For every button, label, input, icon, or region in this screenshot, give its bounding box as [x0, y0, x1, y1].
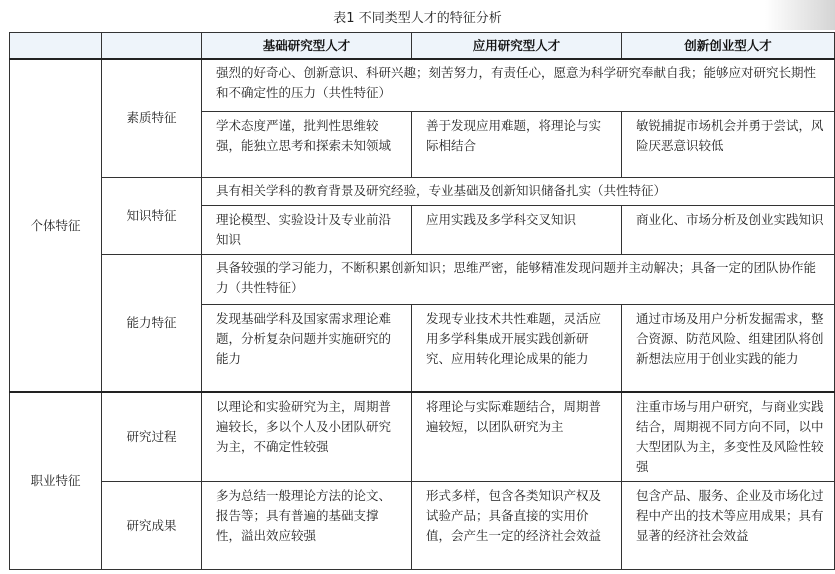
- quality-applied: 善于发现应用难题，将理论与实际相结合: [412, 111, 622, 177]
- sub-ability: 能力特征: [102, 254, 202, 392]
- results-innov: 包含产品、服务、企业及市场化过程中产出的技术等应用成果；具有显著的经济社会效益: [622, 482, 835, 570]
- category-individual: 个体特征: [10, 59, 102, 392]
- category-career: 职业特征: [10, 392, 102, 570]
- header-basic-research: 基础研究型人才: [202, 33, 412, 60]
- table-row: [10, 254, 835, 304]
- table-caption: 表1 不同类型人才的特征分析: [333, 11, 502, 26]
- table-row: [10, 59, 835, 111]
- ability-innov: 通过市场及用户分析发掘需求，整合资源、防范风险、组建团队将创新想法应用于创业实践的能力: [622, 304, 835, 392]
- knowledge-basic: 理论模型、实验设计及专业前沿知识: [202, 205, 412, 254]
- sub-quality: 素质特征: [102, 59, 202, 177]
- talent-feature-table: [9, 32, 835, 570]
- header-innovation: 创新创业型人才: [622, 33, 835, 60]
- knowledge-applied: 应用实践及多学科交叉知识: [412, 205, 622, 254]
- table-row: [10, 482, 835, 570]
- corner-shade: [765, 0, 835, 30]
- quality-basic: 学术态度严谨，批判性思维较强，能独立思考和探索未知领域: [202, 111, 412, 177]
- knowledge-common: 具有相关学科的教育背景及研究经验，专业基础及创新知识储备扎实（共性特征）: [202, 177, 835, 205]
- table-row: [10, 177, 835, 205]
- process-applied: 将理论与实际难题结合，周期普遍较短，以团队研究为主: [412, 392, 622, 482]
- quality-innov: 敏锐捕捉市场机会并勇于尝试，风险厌恶意识较低: [622, 111, 835, 177]
- table-row: [10, 392, 835, 482]
- ability-applied: 发现专业技术共性难题，灵活应用多学科集成开展实践创新研究、应用转化理论成果的能力: [412, 304, 622, 392]
- quality-common: 强烈的好奇心、创新意识、科研兴趣；刻苦努力，有责任心，愿意为科学研究奉献自我；能够应对研究长期性和不确定性的压力（共性特征）: [202, 59, 835, 111]
- header-blank-2: [102, 33, 202, 60]
- results-applied: 形式多样，包含各类知识产权及试验产品；具备直接的实用价值，会产生一定的经济社会效益: [412, 482, 622, 570]
- results-basic: 多为总结一般理论方法的论文、报告等；具有普遍的基础支撑性，溢出效应较强: [202, 482, 412, 570]
- header-row: [10, 33, 835, 60]
- header-blank-1: [10, 33, 102, 60]
- header-applied-research: 应用研究型人才: [412, 33, 622, 60]
- process-basic: 以理论和实验研究为主，周期普遍较长，多以个人及小团队研究为主，不确定性较强: [202, 392, 412, 482]
- sub-knowledge: 知识特征: [102, 177, 202, 254]
- sub-process: 研究过程: [102, 392, 202, 482]
- sub-results: 研究成果: [102, 482, 202, 570]
- ability-basic: 发现基础学科及国家需求理论难题，分析复杂问题并实施研究的能力: [202, 304, 412, 392]
- knowledge-innov: 商业化、市场分析及创业实践知识: [622, 205, 835, 254]
- ability-common: 具备较强的学习能力，不断积累创新知识；思维严密，能够精准发现问题并主动解决；具备一定的团队协作能力（共性特征）: [202, 254, 835, 304]
- process-innov: 注重市场与用户研究，与商业实践结合，周期视不同方向不同，以中大型团队为主，多变性及风险性较强: [622, 392, 835, 482]
